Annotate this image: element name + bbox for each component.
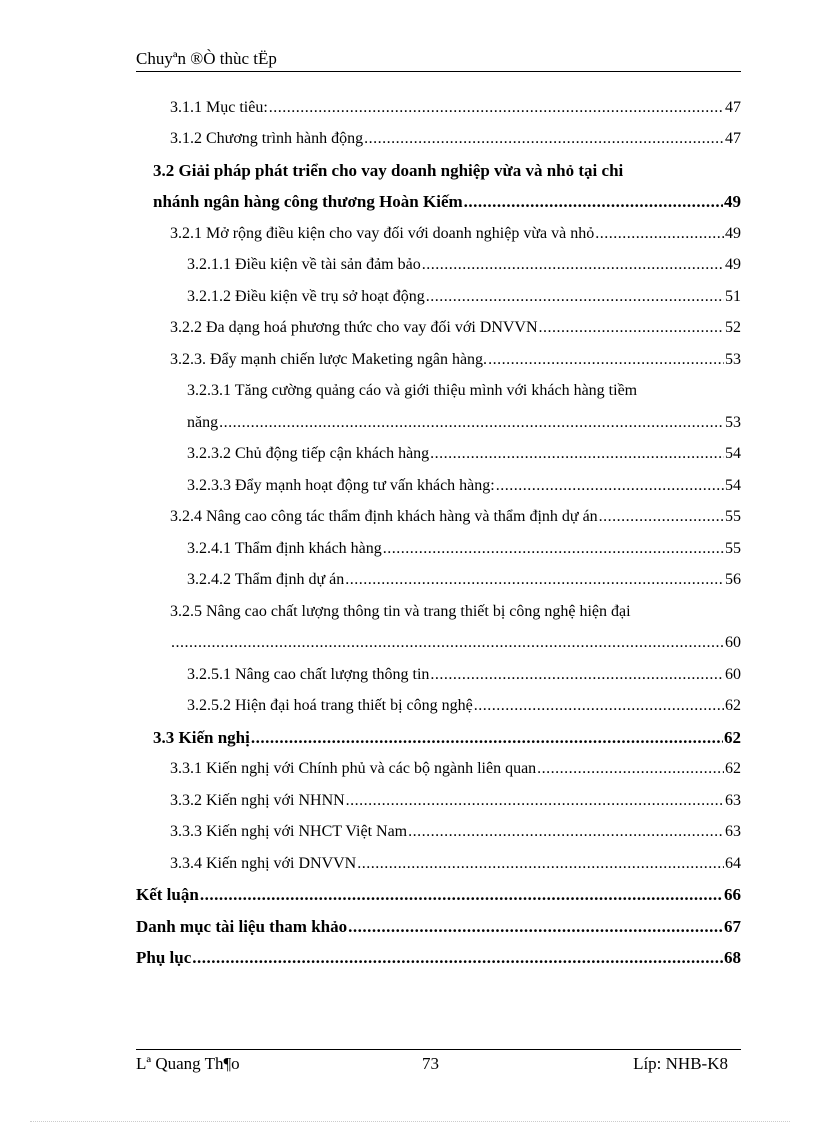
toc-entry[interactable]: [0, 911, 816, 943]
toc-entry-label: 3.2.1.2 Điều kiện về trụ sở hoạt động: [187, 287, 425, 305]
toc-entry-page: 55: [725, 539, 741, 557]
footer-author: Lª Quang Th¶o: [136, 1054, 240, 1073]
toc-entry-label: 3.2.3.3 Đẩy mạnh hoạt động tư vấn khách hàng:: [187, 476, 495, 494]
toc-entry[interactable]: [0, 691, 816, 723]
toc-entry-label: 3.2.1 Mở rộng điều kiện cho vay đối với doanh nghiệp vừa và nhỏ: [170, 224, 595, 242]
toc-leader-dots: [426, 288, 724, 306]
toc-leader-dots: [251, 728, 723, 748]
toc-leader-dots: [464, 192, 723, 212]
toc-entry-page: 47: [725, 98, 741, 116]
toc-entry[interactable]: [0, 502, 816, 534]
toc-entry[interactable]: [0, 565, 816, 597]
toc-entry[interactable]: [0, 250, 816, 282]
toc-entry[interactable]: [0, 817, 816, 849]
toc-entry[interactable]: [0, 124, 816, 156]
toc-leader-dots: [595, 225, 724, 243]
toc-leader-dots: [357, 855, 724, 873]
toc-entry[interactable]: [0, 281, 816, 313]
table-of-contents: [0, 92, 816, 974]
toc-entry-label: 3.3.1 Kiến nghị với Chính phủ và các bộ ngành liên quan: [170, 760, 537, 778]
toc-entry-label: Phụ lục: [136, 948, 192, 968]
toc-leader-dots: [430, 666, 724, 684]
toc-entry-label: 3.2.4.2 Thẩm định dự án: [187, 571, 345, 589]
toc-entry-label: Danh mục tài liệu tham khảo: [136, 916, 348, 936]
toc-entry-label: 3.1.1 Mục tiêu:: [170, 98, 268, 116]
toc-entry-page: 63: [725, 791, 741, 809]
toc-leader-dots: [539, 319, 724, 337]
page-edge-divider: [30, 1121, 790, 1122]
toc-leader-dots: [345, 571, 724, 589]
toc-entry-label: 3.3.4 Kiến nghị với DNVVN: [170, 854, 357, 872]
toc-leader-dots: [488, 351, 724, 369]
toc-leader-dots: [269, 99, 724, 117]
toc-entry-page: 62: [724, 727, 741, 747]
toc-entry[interactable]: [0, 439, 816, 471]
toc-entry-page: 49: [724, 192, 741, 212]
toc-leader-dots: [348, 917, 723, 937]
toc-entry[interactable]: [0, 722, 816, 754]
toc-leader-dots: [599, 508, 724, 526]
toc-entry-label: 3.2.1.1 Điều kiện về tài sản đảm bảo: [187, 256, 421, 274]
footer-class: Líp: NHB-K8: [633, 1054, 728, 1073]
toc-leader-dots: [219, 414, 724, 432]
toc-entry-page: 53: [725, 350, 741, 368]
toc-leader-dots: [364, 130, 724, 148]
toc-entry-page: 68: [724, 948, 741, 968]
toc-leader-dots: [192, 948, 723, 968]
toc-leader-dots: [383, 540, 724, 558]
toc-entry-label: 3.2.3.2 Chủ động tiếp cận khách hàng: [187, 445, 430, 463]
toc-entry[interactable]: [0, 407, 816, 439]
toc-entry-page: 51: [725, 287, 741, 305]
toc-entry-label: 3.3.3 Kiến nghị với NHCT Việt Nam: [170, 823, 408, 841]
toc-entry-label: 3.2.4 Nâng cao công tác thẩm định khách hàng và thẩm định dự án: [170, 508, 598, 526]
toc-entry[interactable]: [0, 92, 816, 124]
toc-entry-page: 49: [725, 224, 741, 242]
toc-entry-label: 3.2.2 Đa dạng hoá phương thức cho vay đối với DNVVN: [170, 319, 538, 337]
toc-leader-dots: [474, 697, 724, 715]
header-divider: [136, 71, 741, 72]
toc-entry[interactable]: [0, 880, 816, 912]
toc-entry-label: 3.2.3. Đẩy mạnh chiến lược Maketing ngân hàng.: [170, 350, 488, 368]
toc-entry-page: 49: [725, 256, 741, 274]
toc-entry-label: Kết luận: [136, 885, 199, 905]
toc-entry[interactable]: [0, 218, 816, 250]
toc-entry-page: 64: [725, 854, 741, 872]
toc-entry-label: 3.2.5 Nâng cao chất lượng thông tin và trang thiết bị công nghệ hiện đại: [170, 602, 631, 620]
toc-entry-label: 3.3 Kiến nghị: [153, 727, 250, 747]
toc-entry-label: 3.2.4.1 Thẩm định khách hàng: [187, 539, 382, 557]
toc-entry[interactable]: [0, 659, 816, 691]
toc-entry-page: 53: [725, 413, 741, 431]
toc-entry[interactable]: [0, 754, 816, 786]
footer-page-number: 73: [422, 1054, 439, 1073]
toc-entry-label: nhánh ngân hàng công thương Hoàn Kiếm: [153, 192, 463, 212]
toc-leader-dots: [496, 477, 724, 495]
toc-entry-label: 3.1.2 Chương trình hành động: [170, 130, 364, 148]
toc-entry-page: 54: [725, 476, 741, 494]
toc-leader-dots: [537, 760, 724, 778]
toc-entry[interactable]: [0, 470, 816, 502]
toc-leader-dots: [408, 823, 724, 841]
toc-entry-page: 56: [725, 571, 741, 589]
header-title: Chuyªn ®Ò thùc tËp: [136, 49, 277, 68]
toc-leader-dots: [430, 445, 724, 463]
toc-entry-page: 55: [725, 508, 741, 526]
toc-entry[interactable]: [0, 313, 816, 345]
toc-entry-label: 3.2.3.1 Tăng cường quảng cáo và giới thiệu mình với khách hàng tiềm: [187, 382, 638, 400]
toc-entry[interactable]: [0, 785, 816, 817]
toc-entry-page: 62: [725, 760, 741, 778]
toc-entry-page: 60: [725, 665, 741, 683]
toc-entry-page: 52: [725, 319, 741, 337]
toc-entry-page: 60: [725, 634, 741, 652]
toc-entry[interactable]: [0, 943, 816, 975]
toc-entry[interactable]: [0, 628, 816, 660]
toc-entry[interactable]: [0, 187, 816, 219]
toc-entry-page: 62: [725, 697, 741, 715]
toc-entry[interactable]: [0, 533, 816, 565]
toc-entry-page: 67: [724, 916, 741, 936]
toc-entry[interactable]: [0, 376, 816, 408]
toc-entry-page: 47: [725, 130, 741, 148]
toc-entry-page: 66: [724, 885, 741, 905]
toc-leader-dots: [346, 792, 724, 810]
toc-entry[interactable]: [0, 848, 816, 880]
footer-divider: [136, 1049, 741, 1050]
toc-entry[interactable]: [0, 155, 816, 187]
toc-entry-label: 3.2.5.2 Hiện đại hoá trang thiết bị công nghệ: [187, 697, 473, 715]
toc-entry[interactable]: [0, 596, 816, 628]
toc-entry-label: 3.3.2 Kiến nghị với NHNN: [170, 791, 345, 809]
toc-entry-label: 3.2 Giải pháp phát triển cho vay doanh nghiệp vừa và nhỏ tại chi: [153, 160, 624, 180]
toc-entry-page: 54: [725, 445, 741, 463]
toc-leader-dots: [422, 256, 724, 274]
toc-entry-label: 3.2.5.1 Nâng cao chất lượng thông tin: [187, 665, 430, 683]
toc-leader-dots: [200, 885, 723, 905]
toc-leader-dots: [171, 634, 724, 652]
toc-entry-label: năng: [187, 413, 219, 431]
toc-entry[interactable]: [0, 344, 816, 376]
toc-entry-page: 63: [725, 823, 741, 841]
